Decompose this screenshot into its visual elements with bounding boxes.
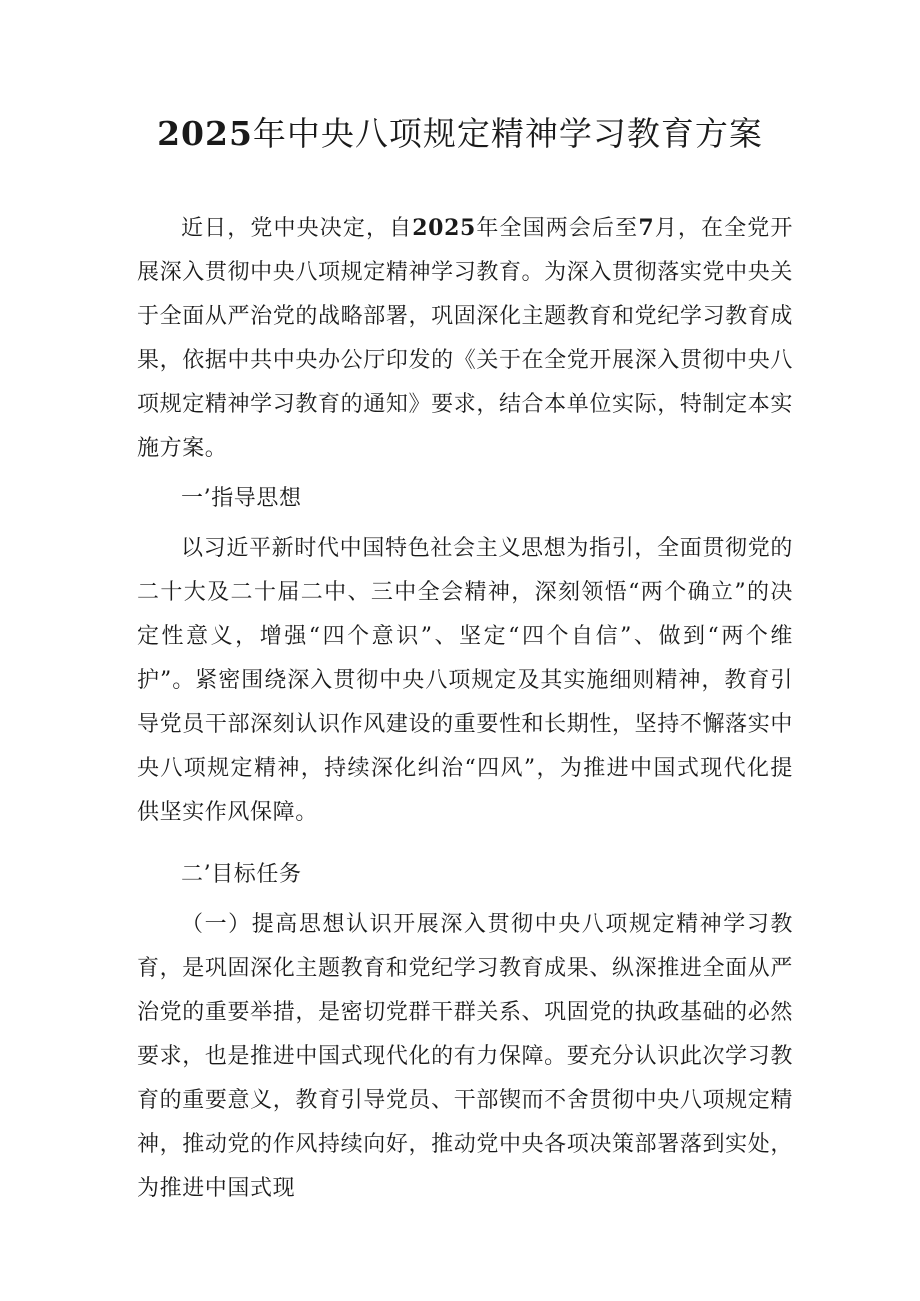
document-body <box>137 206 793 1211</box>
intro-paragraph <box>137 206 793 471</box>
section2-heading: 二’目标任务 <box>181 862 302 887</box>
title-year: 2025 <box>157 114 253 153</box>
document-title <box>0 112 920 156</box>
section2-item1-paragraph: （一）提高思想认识开展深入贯彻中央八项规定精神学习教育，是巩固深化主题教育和党纪学习教育成果、纵深推进全面从严治党的重要举措，是密切党群干群关系、巩固党的执政基础的必然要求，也是推进中国式现代化的有力保障。要充分认识此次学习教育的重要意义，教育引导党员、干部锲而不舍贯彻中央八项规定精神，推动党的作风持续向好，推动党中央各项决策部署落到实处，为推进中国式现 <box>137 912 793 1201</box>
intro-text-1: 近日，党中央决定，自 <box>181 216 413 241</box>
section1-paragraph: 以习近平新时代中国特色社会主义思想为指引，全面贯彻党的二十大及二十届二中、三中全会精神，深刻领悟“两个确立”的决定性意义，增强“四个意识”、坚定“四个自信”、做到“两个维护”。紧密围绕深入贯彻中央八项规定及其实施细则精神，教育引导党员干部深刻认识作风建设的重要性和长期性，坚持不懈落实中央八项规定精神，持续深化纠治“四风”，为推进中国式现代化提供坚实作风保障。 <box>137 536 793 825</box>
intro-text-2: 年全国两会后至 <box>475 216 639 241</box>
title-text: 年中央八项规定精神学习教育方案 <box>252 114 763 153</box>
intro-year: 2025 <box>412 215 476 241</box>
intro-text-3: 月，在全党开展深入贯彻中央八项规定精神学习教育。为深入贯彻落实党中央关于全面从严治党的战略部署，巩固深化主题教育和党纪学习教育成果，依据中共中央办公厅印发的《关于在全党开展深入贯彻中央八项规定精神学习教育的通知》要求，结合本单位实际，特制定本实施方案。 <box>137 216 793 461</box>
section1-heading: 一’指导思想 <box>181 486 302 511</box>
intro-month: 7 <box>638 215 655 241</box>
